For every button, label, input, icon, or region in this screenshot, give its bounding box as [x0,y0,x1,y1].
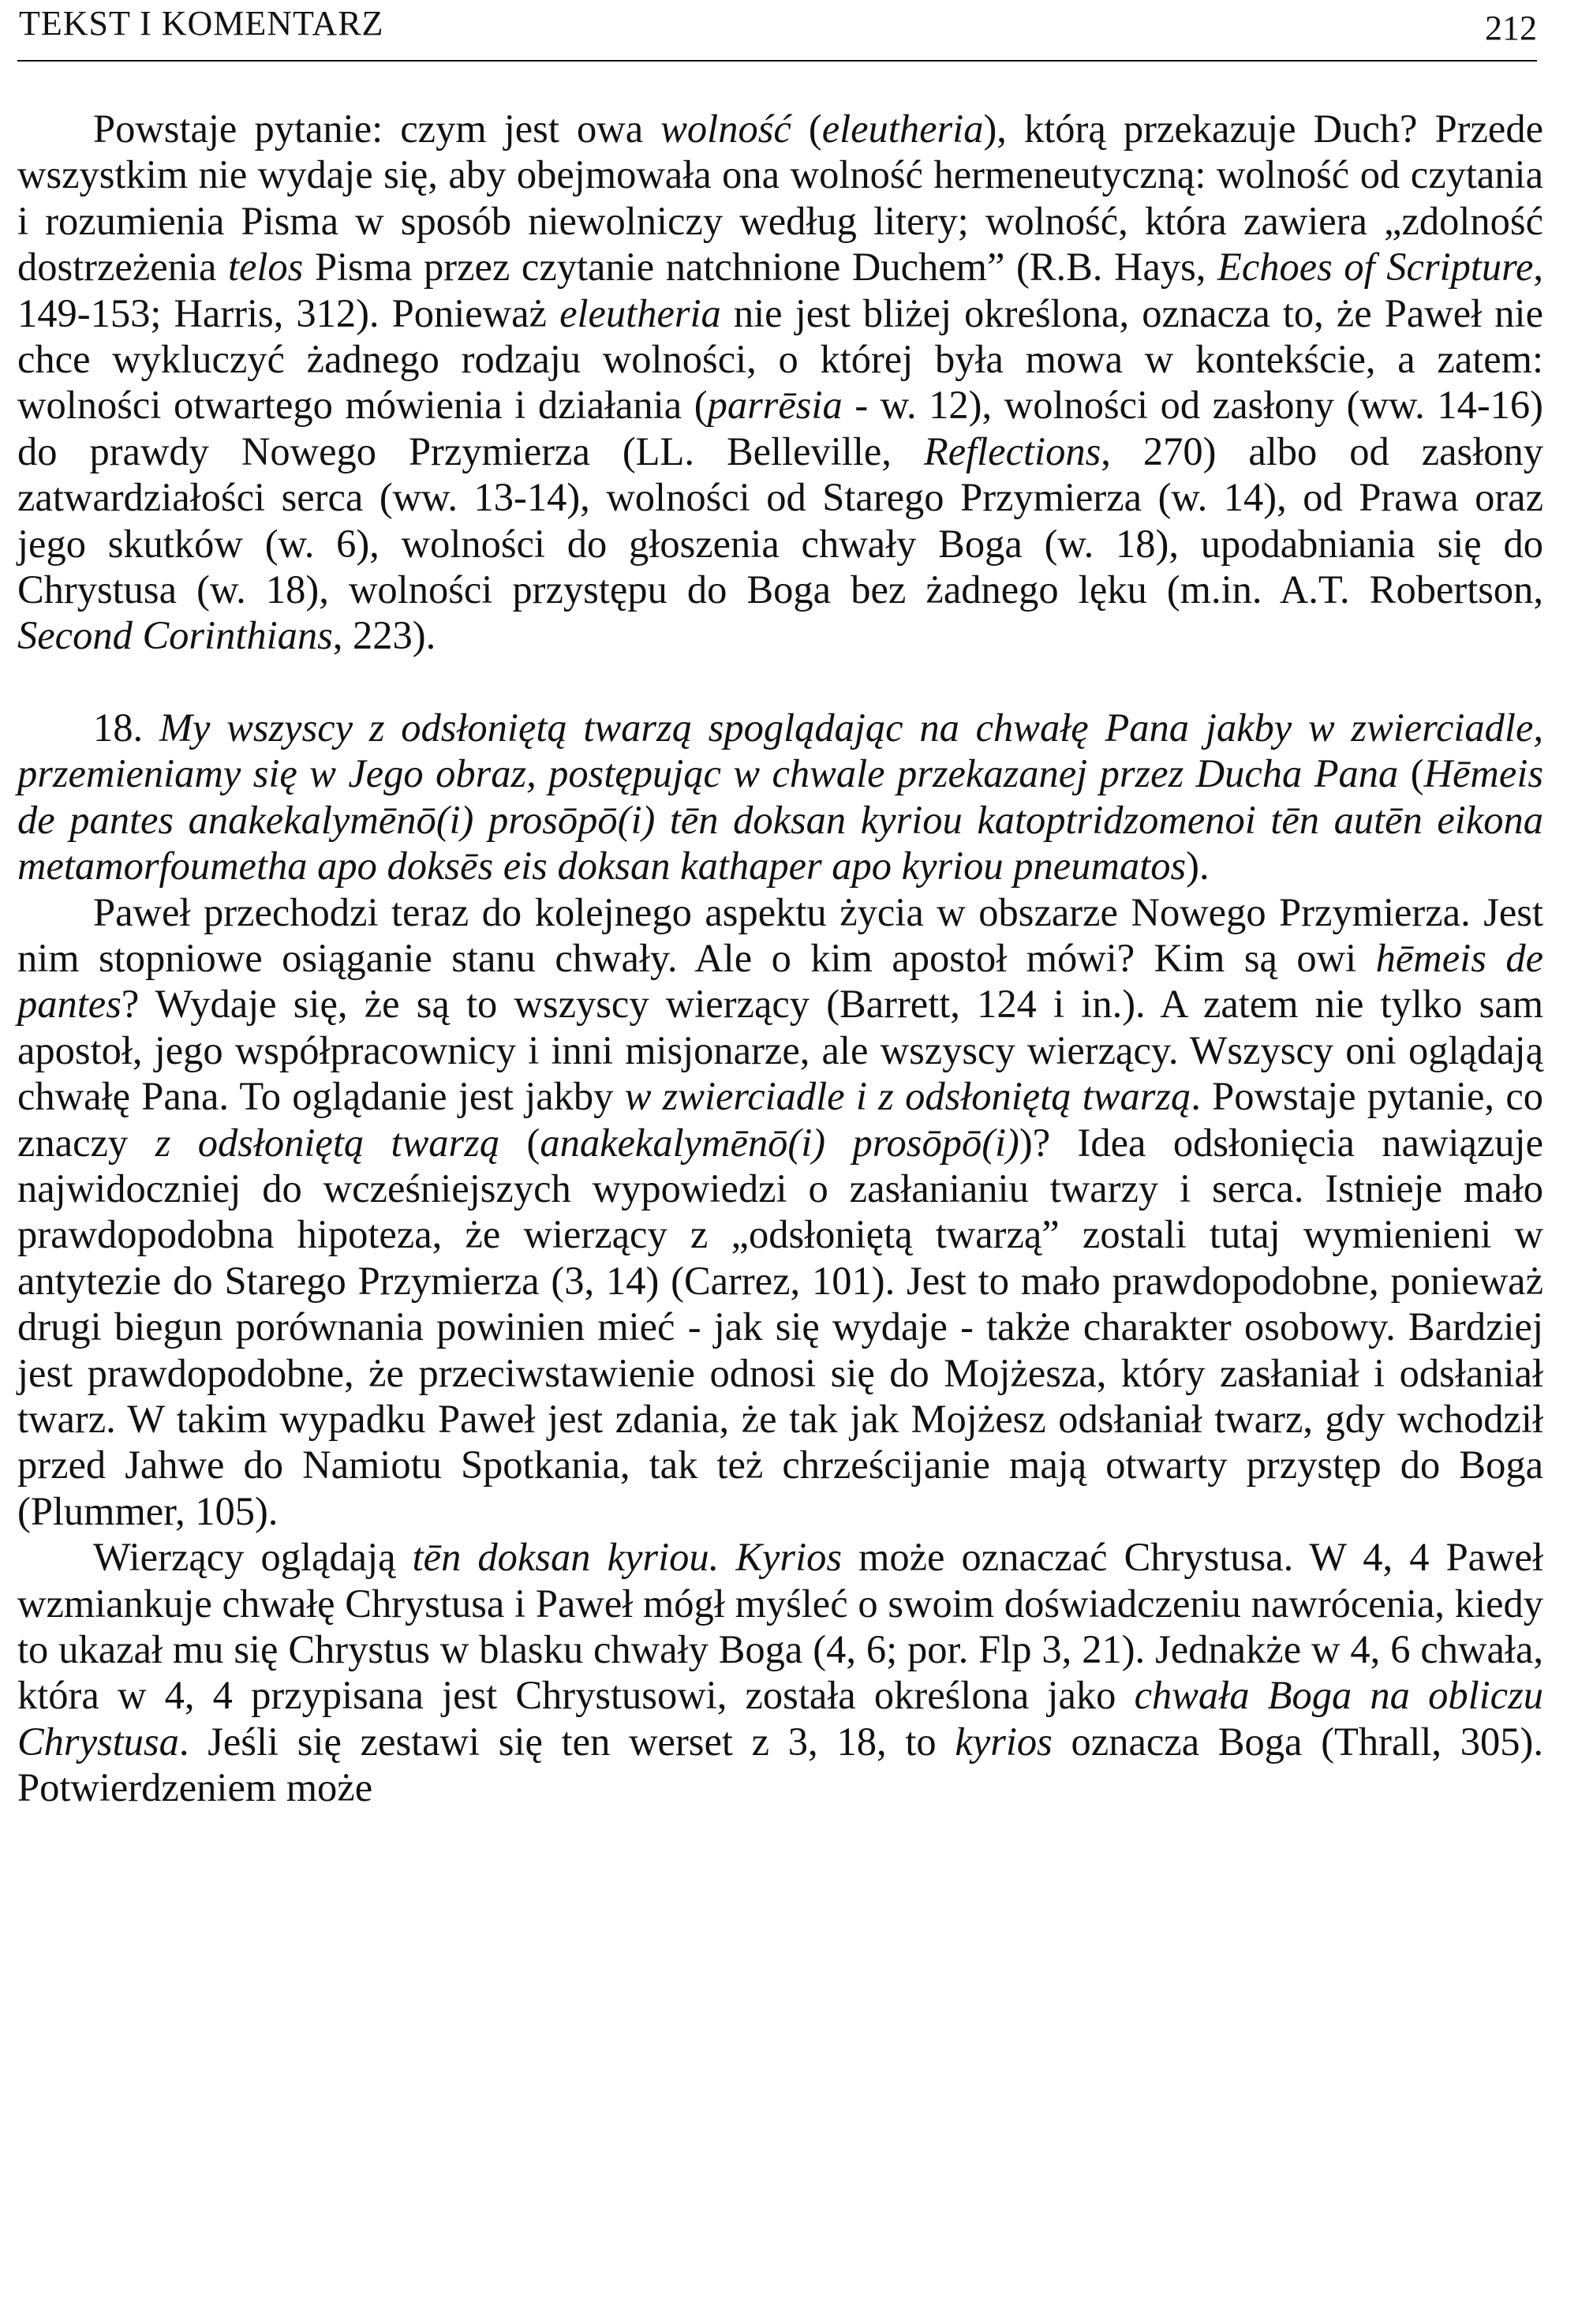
text-run: ( [499,1120,540,1165]
text-run: , 270) albo od zasłony zatwardziałości serca (ww. 13-14), wolności od Starego Przymierza (w. 14), od Prawa oraz jego skutków (w. 6), wolności do głoszenia chwały Boga (w. 18), upodabniania się do Chrystusa (w. 18), wolności przystępu do Boga bez żadnego lęku (m.in. A.T. Robertson, [17,428,1543,612]
text-run: może oznaczać Chrystusa. W 4, 4 Paweł wzmiankuje chwałę Chrystusa i Paweł mógł myśleć o swoim doświadczeniu nawrócenia, kiedy to ukazał mu się Chrystus w blasku chwały Boga (4, 6; por. Flp 3, 21). Jednakże w 4, 6 chwała, która w 4, 4 przypisana jest Chrystusowi, została określona jako [17,1535,1543,1718]
text-run: 18. [93,705,159,750]
italic-text: Reflections [923,428,1101,473]
text-run: . Powstaje pytanie, co znaczy [17,1074,1543,1165]
text-run: , 223). [332,613,436,658]
text-run: ? Wydaje się, że są to wszyscy wierzący (Barrett, 124 i in.). A zatem nie tylko sam apostoł, jego współpracownicy i inni misjonarze, ale wszyscy wierzący. Wszyscy oni oglądają chwałę Pana. To oglądanie jest jakby [17,982,1543,1119]
running-header-title: TEKST I KOMENTARZ [19,4,384,43]
italic-text: w zwierciadle i z odsłoniętą twarzą [624,1074,1191,1119]
italic-text: kyrios [955,1719,1053,1764]
italic-text: z odsłoniętą twarzą [155,1120,500,1165]
text-run: , 149-153; Harris, 312). Ponieważ [17,245,1543,335]
text-run: Paweł przechodzi teraz do kolejnego aspektu życia w obszarze Nowego Przymierza. Jest nim stopniowe osiąganie stanu chwały. Ale o kim apostoł mówi? Kim są owi [17,889,1543,980]
text-run: )? Idea odsłonięcia nawiązuje najwidoczniej do wcześniejszych wypowiedzi o zasłanianiu twarzy i serca. Istnieje mało prawdopodobna hipoteza, że wierzący z „odsłoniętą twarzą” zostali tutaj wymienieni w antytezie do Starego Przymierza (3, 14) (Carrez, 101). Jest to mało prawdopodobne, ponieważ drugi biegun porównania powinien mieć - jak się wydaje - także charakter osobowy. Bardziej jest prawdopodobne, że przeciwstawienie odnosi się do Mojżesza, który zasłaniał i odsłaniał twarz. W takim wypadku Paweł jest zdania, że tak jak Mojżesz odsłaniał twarz, gdy wchodził przed Jahwe do Namiotu Spotkania, tak też chrześcijanie mają otwarty przystęp do Boga (Plummer, 105). [17,1120,1543,1533]
text-run: nie jest bliżej określona, oznacza to, że Paweł nie chce wykluczyć żadnego rodzaju wolności, o której była mowa w kontekście, a zatem: wolności otwartego mówienia i działania ( [17,290,1543,428]
italic-text: tēn doksan kyriou. Kyrios [412,1535,842,1580]
text-run: Powstaje pytanie: czym jest owa [93,107,661,151]
italic-text: hēmeis de pantes [17,935,1543,1027]
italic-text: chwała Boga na obliczu Chrystusa [17,1673,1544,1764]
italic-text: telos [227,245,304,290]
text-run: Pisma przez czytanie natchnione Duchem” (R.B. Hays, [303,245,1217,290]
text-run: - w. 12), wolności od zasłony (ww. 14-16) do prawdy Nowego Przymierza (LL. Belleville, [17,383,1544,473]
body-paragraph [17,889,1543,1535]
text-run: ). [1186,844,1210,889]
italic-text: eleutheria [821,107,984,151]
italic-text: Hēmeis de pantes anakekalymēnō(i) prosōpō(i) tēn doksan kyriou katoptridzomenoi tēn autēn eikona metamorfoumetha apo doksēs eis doksan kathaper apo kyriou pneumatos [17,751,1543,889]
text-run: ( [1398,751,1424,796]
text-run: ), którą przekazuje Duch? Przede wszystkim nie wydaje się, aby obejmowała ona wolność hermeneutyczną: wolność od czytania i rozumienia Pisma w sposób niewolniczy według litery; wolność, która zawiera „zdolność dostrzeżenia [17,107,1543,290]
running-header [17,0,1537,62]
italic-text: My wszyscy z odsłoniętą twarzą spoglądając na chwałę Pana jakby w zwierciadle, przemieniamy się w Jego obraz, postępując w chwale przekazanej przez Ducha Pana [17,705,1543,796]
body-paragraph [17,106,1543,659]
italic-text: anakekalymēnō(i) prosōpō(i) [540,1120,1019,1165]
italic-text: parrēsia [707,383,843,428]
text-run: ( [791,107,822,151]
text-run: Wierzący oglądają [93,1535,413,1580]
verse-paragraph [17,705,1543,889]
page-number: 212 [1485,9,1537,47]
body-paragraph [17,1534,1543,1810]
italic-text: Echoes of Scripture [1217,245,1534,290]
italic-text: Second Corinthians [17,613,333,658]
text-run: . Jeśli się zestawi się ten werset z 3, 18, to [178,1719,955,1764]
text-run: oznacza Boga (Thrall, 305). Potwierdzeniem może [17,1719,1543,1810]
body-text [17,106,1554,1811]
italic-text: wolność [660,107,791,151]
italic-text: eleutheria [559,290,721,335]
